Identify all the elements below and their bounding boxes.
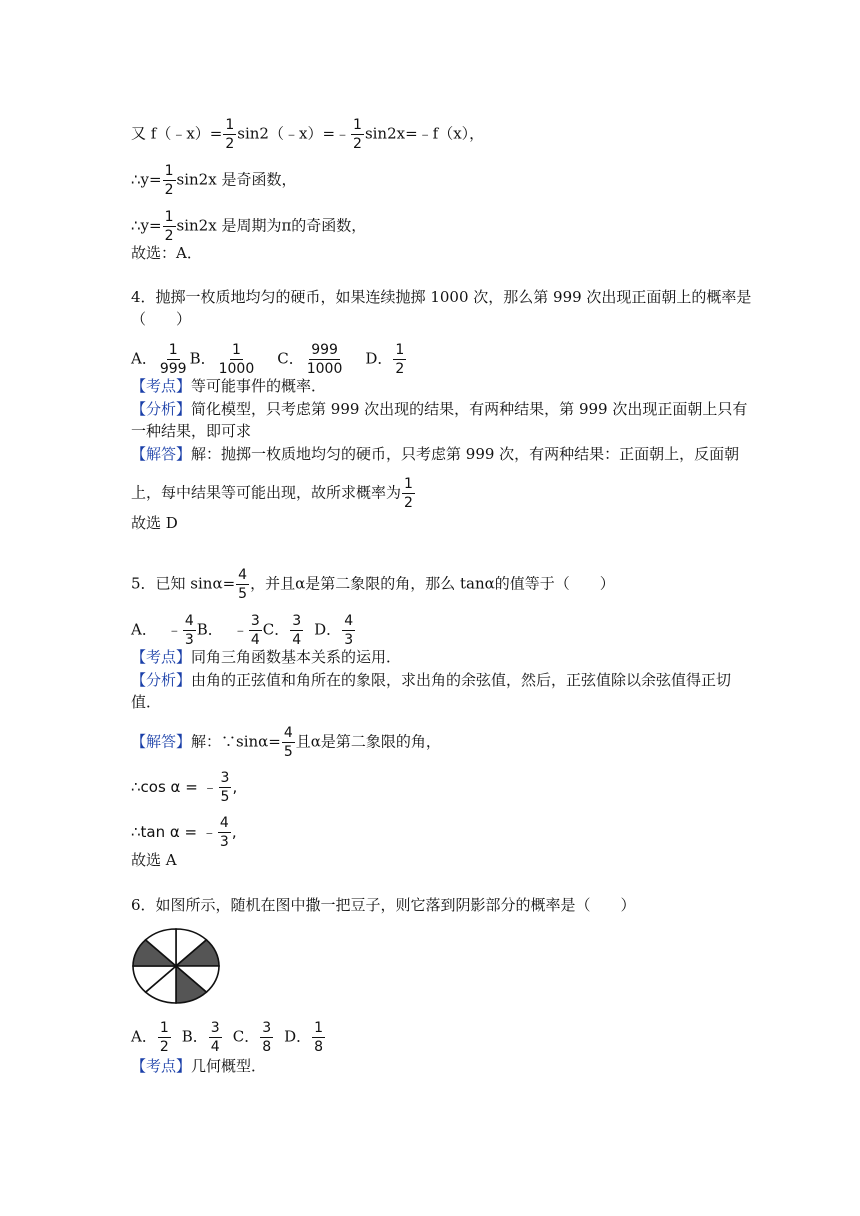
fraction: $\frac{1}{2}$ [225,117,235,152]
fraction: $\frac{1}{2}$ [164,163,174,198]
option-d-value: $\frac{1}{2}$ [395,342,405,377]
fraction: $\frac{1}{2}$ [404,476,413,511]
q4-fenxi-2: 一种结果，即可求 [131,422,252,440]
q5-fenxi: 【分析】由角的正弦值和角所在的象限，求出角的余弦值，然后，正弦值除以余弦值得正切 [131,671,732,689]
option-a-value: $\frac{1}{999}$ [159,342,187,377]
q5-tan-line: ∴tan α = ﹣ $\frac{4}{3}$ , [131,815,237,850]
fraction: $\frac{4}{5}$ [238,567,248,602]
q4-jieda-2: 上，每中结果等可能出现，故所求概率为 $\frac{1}{2}$ [131,476,413,511]
q4-options: A． $\frac{1}{999}$ B． $\frac{1}{1000}$ C． $\frac{999}{1000}$ D． $\frac{1}{2}$ [131,342,405,377]
q5-stem: 5．已知 sinα= $\frac{4}{5}$ ，并且α是第二象限的角，那么 tanα的值等于（ ） [131,567,615,602]
fraction: $\frac{1}{2}$ [353,117,362,152]
option-b-value: $\frac{3}{4}$ [250,613,260,648]
q5-kaodian: 【考点】同角三角函数基本关系的运用． [131,648,402,666]
option-a-value: $\frac{4}{3}$ [184,613,194,648]
q6-stem: 6．如图所示，随机在图中撒一把豆子，则它落到阴影部分的概率是（ ） [131,896,636,914]
option-a-value: $\frac{1}{2}$ [159,1020,169,1055]
fraction: $\frac{4}{5}$ [283,725,293,760]
option-b-value: $\frac{3}{4}$ [210,1020,220,1055]
q3-line-2: ∴y= $\frac{1}{2}$ sin2x 是奇函数， [131,163,297,198]
q3-line-3: ∴y= $\frac{1}{2}$ sin2x 是周期为π的奇函数， [131,209,367,244]
q4-stem-paren: （ ） [131,310,192,328]
pie-figure [131,928,223,1006]
option-c-value: $\frac{3}{4}$ [292,613,302,648]
q5-options: A． ﹣ $\frac{4}{3}$ B． ﹣ $\frac{3}{4}$ C． $\frac{3}{4}$ D． $\frac{4}{3}$ [131,613,354,648]
q4-answer: 故选 D [131,514,178,532]
fraction: $\frac{4}{3}$ [219,815,229,850]
q4-kaodian: 【考点】等可能事件的概率． [131,377,327,395]
q5-jieda: 【解答】解：∵sinα= $\frac{4}{5}$ 且α是第二象限的角， [131,725,441,760]
q5-cos-line: ∴cos α = ﹣ $\frac{3}{5}$ , [131,770,238,805]
fraction: $\frac{1}{2}$ [164,209,174,244]
option-c-value: $\frac{999}{1000}$ [306,342,343,377]
q3-answer: 故选：A． [131,244,202,262]
q3-line-1: 又 f（﹣x）= $\frac{1}{2}$ sin2（﹣x）=﹣ $\frac{1}{2}$ sin2x=﹣f（x）， [131,117,485,152]
q5-fenxi-2: 值． [131,693,162,711]
option-d-value: $\frac{4}{3}$ [344,613,354,648]
q6-options: A． $\frac{1}{2}$ B． $\frac{3}{4}$ C． $\frac{3}{8}$ D． $\frac{1}{8}$ [131,1020,324,1055]
q6-kaodian: 【考点】几何概型． [131,1057,267,1075]
option-d-value: $\frac{1}{8}$ [314,1020,324,1055]
fraction: $\frac{3}{5}$ [220,770,230,805]
q4-fenxi: 【分析】简化模型，只考虑第 999 次出现的结果，有两种结果，第 999 次出现正面朝上只有 [131,400,748,418]
option-c-value: $\frac{3}{8}$ [262,1020,272,1055]
option-b-value: $\frac{1}{1000}$ [218,342,255,377]
q5-answer: 故选 A [131,851,177,869]
q4-jieda: 【解答】解：抛掷一枚质地均匀的硬币，只考虑第 999 次，有两种结果：正面朝上，反面朝 [131,445,740,463]
q4-stem: 4．抛掷一枚质地均匀的硬币，如果连续抛掷 1000 次，那么第 999 次出现正面朝上的概率是 [131,288,752,306]
